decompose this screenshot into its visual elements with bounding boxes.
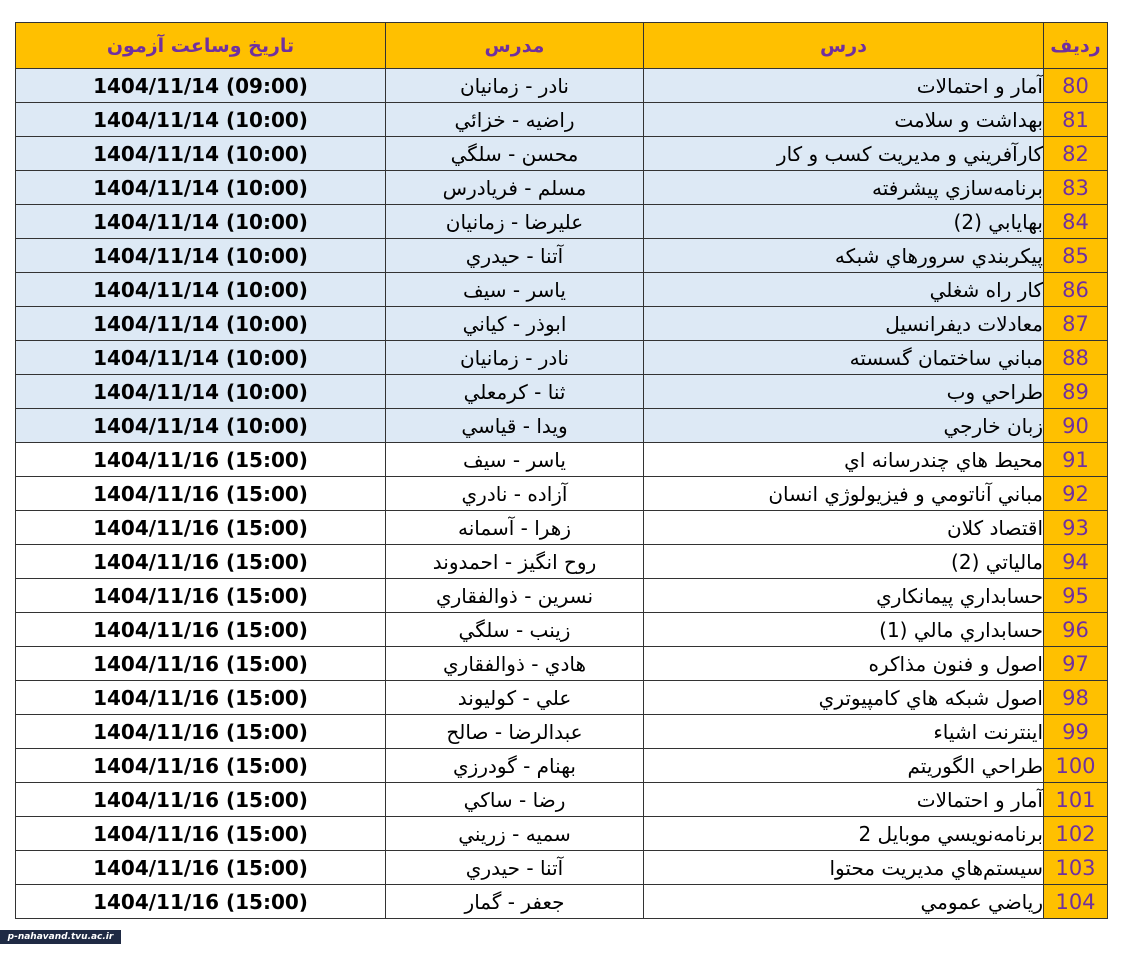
course-cell: برنامه‌سازي پيشرفته (644, 171, 1044, 205)
exam-datetime-cell: 1404/11/14 (10:00) (16, 171, 386, 205)
teacher-cell: عبدالرضا - صالح (386, 715, 644, 749)
teacher-cell: رضا - ساكي (386, 783, 644, 817)
header-teacher: مدرس (386, 23, 644, 69)
exam-datetime-cell: 1404/11/14 (10:00) (16, 307, 386, 341)
course-cell: معادلات ديفرانسيل (644, 307, 1044, 341)
table-row (16, 715, 1108, 749)
course-cell: برنامه‌نويسي موبايل 2 (644, 817, 1044, 851)
course-cell: رياضي عمومي (644, 885, 1044, 919)
row-number-cell: 85 (1044, 239, 1108, 273)
teacher-cell: ياسر - سيف (386, 273, 644, 307)
row-number-cell: 101 (1044, 783, 1108, 817)
course-cell: بهايابي (2) (644, 205, 1044, 239)
course-cell: پيكربندي سرورهاي شبكه (644, 239, 1044, 273)
teacher-cell: محسن - سلگي (386, 137, 644, 171)
course-cell: مباني ساختمان گسسته (644, 341, 1044, 375)
teacher-cell: جعفر - گمار (386, 885, 644, 919)
table-row (16, 443, 1108, 477)
row-number-cell: 99 (1044, 715, 1108, 749)
course-cell: مباني آناتومي و فيزيولوژي انسان (644, 477, 1044, 511)
table-row (16, 137, 1108, 171)
exam-datetime-cell: 1404/11/16 (15:00) (16, 477, 386, 511)
exam-datetime-cell: 1404/11/14 (10:00) (16, 409, 386, 443)
header-exam-datetime: تاريخ وساعت آزمون (16, 23, 386, 69)
teacher-cell: روح انگيز - احمدوند (386, 545, 644, 579)
exam-datetime-cell: 1404/11/16 (15:00) (16, 443, 386, 477)
course-cell: كارآفريني و مديريت كسب و كار (644, 137, 1044, 171)
row-number-cell: 82 (1044, 137, 1108, 171)
exam-datetime-cell: 1404/11/16 (15:00) (16, 647, 386, 681)
exam-datetime-cell: 1404/11/16 (15:00) (16, 715, 386, 749)
row-number-cell: 89 (1044, 375, 1108, 409)
table-row (16, 307, 1108, 341)
teacher-cell: راضيه - خزائي (386, 103, 644, 137)
exam-datetime-cell: 1404/11/14 (10:00) (16, 205, 386, 239)
teacher-cell: علي - كوليوند (386, 681, 644, 715)
teacher-cell: بهنام - گودرزي (386, 749, 644, 783)
table-row (16, 647, 1108, 681)
row-number-cell: 81 (1044, 103, 1108, 137)
teacher-cell: ياسر - سيف (386, 443, 644, 477)
course-cell: مالياتي (2) (644, 545, 1044, 579)
exam-datetime-cell: 1404/11/16 (15:00) (16, 579, 386, 613)
course-cell: حسابداري مالي (1) (644, 613, 1044, 647)
row-number-cell: 88 (1044, 341, 1108, 375)
teacher-cell: آتنا - حيدري (386, 851, 644, 885)
teacher-cell: آتنا - حيدري (386, 239, 644, 273)
table-row (16, 579, 1108, 613)
course-cell: طراحي وب (644, 375, 1044, 409)
table-row (16, 681, 1108, 715)
course-cell: اينترنت اشياء (644, 715, 1044, 749)
row-number-cell: 102 (1044, 817, 1108, 851)
exam-datetime-cell: 1404/11/14 (10:00) (16, 103, 386, 137)
table-row (16, 749, 1108, 783)
teacher-cell: مسلم - فريادرس (386, 171, 644, 205)
teacher-cell: زهرا - آسمانه (386, 511, 644, 545)
table-row (16, 341, 1108, 375)
exam-datetime-cell: 1404/11/14 (10:00) (16, 341, 386, 375)
row-number-cell: 100 (1044, 749, 1108, 783)
row-number-cell: 95 (1044, 579, 1108, 613)
course-cell: اصول شبكه هاي كامپيوتري (644, 681, 1044, 715)
table-row (16, 205, 1108, 239)
table-row (16, 69, 1108, 103)
table-row (16, 477, 1108, 511)
exam-datetime-cell: 1404/11/14 (10:00) (16, 137, 386, 171)
table-row (16, 885, 1108, 919)
table-row (16, 103, 1108, 137)
table-row (16, 375, 1108, 409)
exam-datetime-cell: 1404/11/16 (15:00) (16, 851, 386, 885)
course-cell: آمار و احتمالات (644, 783, 1044, 817)
header-row (16, 23, 1108, 69)
table-row (16, 783, 1108, 817)
teacher-cell: آزاده - نادري (386, 477, 644, 511)
exam-datetime-cell: 1404/11/16 (15:00) (16, 681, 386, 715)
course-cell: سيستم‌هاي مديريت محتوا (644, 851, 1044, 885)
course-cell: محيط هاي چندرسانه اي (644, 443, 1044, 477)
row-number-cell: 80 (1044, 69, 1108, 103)
row-number-cell: 104 (1044, 885, 1108, 919)
table-body (16, 69, 1108, 919)
teacher-cell: سميه - زريني (386, 817, 644, 851)
course-cell: بهداشت و سلامت (644, 103, 1044, 137)
exam-datetime-cell: 1404/11/16 (15:00) (16, 613, 386, 647)
table-row (16, 613, 1108, 647)
table-row (16, 817, 1108, 851)
teacher-cell: ثنا - كرمعلي (386, 375, 644, 409)
row-number-cell: 91 (1044, 443, 1108, 477)
table-row (16, 239, 1108, 273)
teacher-cell: نادر - زمانيان (386, 69, 644, 103)
course-cell: حسابداري پيمانكاري (644, 579, 1044, 613)
teacher-cell: نسرين - ذوالفقاري (386, 579, 644, 613)
exam-datetime-cell: 1404/11/16 (15:00) (16, 749, 386, 783)
row-number-cell: 84 (1044, 205, 1108, 239)
row-number-cell: 94 (1044, 545, 1108, 579)
exam-datetime-cell: 1404/11/16 (15:00) (16, 783, 386, 817)
row-number-cell: 97 (1044, 647, 1108, 681)
table-row (16, 545, 1108, 579)
exam-datetime-cell: 1404/11/14 (10:00) (16, 375, 386, 409)
teacher-cell: ويدا - قياسي (386, 409, 644, 443)
header-course: درس (644, 23, 1044, 69)
teacher-cell: هادي - ذوالفقاري (386, 647, 644, 681)
row-number-cell: 90 (1044, 409, 1108, 443)
teacher-cell: نادر - زمانيان (386, 341, 644, 375)
exam-datetime-cell: 1404/11/16 (15:00) (16, 545, 386, 579)
course-cell: كار راه شغلي (644, 273, 1044, 307)
course-cell: طراحي الگوريتم (644, 749, 1044, 783)
header-row-number: ردیف (1044, 23, 1108, 69)
exam-datetime-cell: 1404/11/16 (15:00) (16, 885, 386, 919)
course-cell: آمار و احتمالات (644, 69, 1044, 103)
table-row (16, 171, 1108, 205)
teacher-cell: عليرضا - زمانيان (386, 205, 644, 239)
row-number-cell: 87 (1044, 307, 1108, 341)
row-number-cell: 98 (1044, 681, 1108, 715)
row-number-cell: 96 (1044, 613, 1108, 647)
teacher-cell: زينب - سلگي (386, 613, 644, 647)
table-row (16, 511, 1108, 545)
row-number-cell: 92 (1044, 477, 1108, 511)
row-number-cell: 103 (1044, 851, 1108, 885)
course-cell: اصول و فنون مذاكره (644, 647, 1044, 681)
site-watermark: p-nahavand.tvu.ac.ir (0, 930, 121, 944)
exam-datetime-cell: 1404/11/14 (09:00) (16, 69, 386, 103)
exam-datetime-cell: 1404/11/16 (15:00) (16, 817, 386, 851)
course-cell: اقتصاد كلان (644, 511, 1044, 545)
table-row (16, 851, 1108, 885)
exam-datetime-cell: 1404/11/16 (15:00) (16, 511, 386, 545)
exam-datetime-cell: 1404/11/14 (10:00) (16, 273, 386, 307)
table-row (16, 273, 1108, 307)
row-number-cell: 83 (1044, 171, 1108, 205)
row-number-cell: 93 (1044, 511, 1108, 545)
exam-datetime-cell: 1404/11/14 (10:00) (16, 239, 386, 273)
teacher-cell: ابوذر - كياني (386, 307, 644, 341)
exam-schedule-table (15, 22, 1108, 919)
course-cell: زبان خارجي (644, 409, 1044, 443)
row-number-cell: 86 (1044, 273, 1108, 307)
table-row (16, 409, 1108, 443)
